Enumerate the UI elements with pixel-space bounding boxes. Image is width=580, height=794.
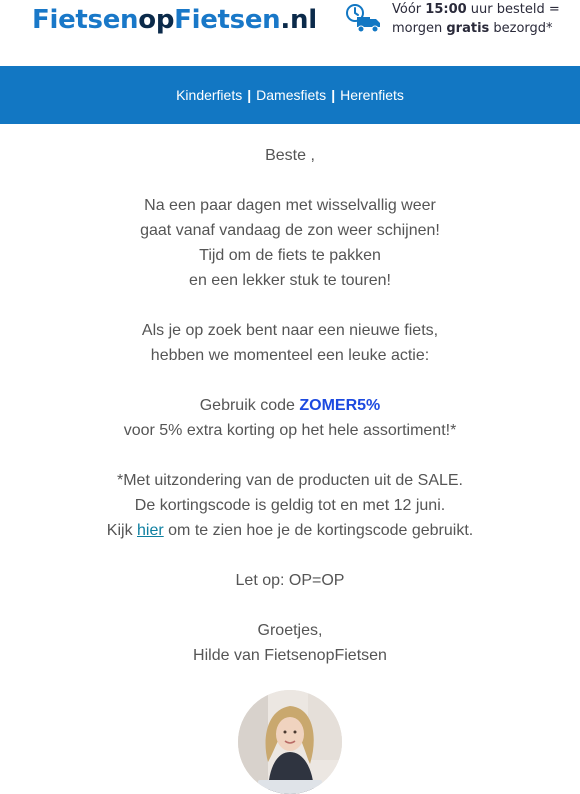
nav-separator: | <box>247 87 252 103</box>
logo-part-fietsen: Fietsen <box>32 5 139 35</box>
brand-logo[interactable] <box>32 5 317 35</box>
paragraph-line: Als je op zoek bent naar een nieuwe fiets, <box>141 322 439 339</box>
delivery-line-1: Vóór 15:00 uur besteld = <box>392 2 560 17</box>
delivery-line-2: morgen gratis bezorgd* <box>392 21 553 36</box>
note-line: *Met uitzondering van de producten uit de SALE. <box>117 472 463 489</box>
email-body <box>0 124 580 794</box>
nav-separator: | <box>331 87 336 103</box>
note-line: Kijk hier om te zien hoe je de kortingscode gebruikt. <box>106 522 474 539</box>
logo-part-nl: .nl <box>280 5 317 35</box>
delivery-truck-icon <box>346 4 382 34</box>
logo-part-op: op <box>138 5 175 35</box>
avatar-portrait-icon <box>238 690 342 794</box>
email-header <box>0 0 580 66</box>
info-link-hier[interactable]: hier <box>137 522 164 539</box>
paragraph-line: hebben we momenteel een leuke actie: <box>150 347 430 364</box>
paragraph-line: en een lekker stuk te touren! <box>189 272 391 289</box>
closing-text: Groetjes, <box>257 622 323 639</box>
note-line: De kortingscode is geldig tot en met 12 juni. <box>134 497 446 514</box>
delivery-promise <box>346 0 576 44</box>
signature: Hilde van FietsenopFietsen <box>193 647 387 664</box>
discount-code: ZOMER5% <box>299 397 381 414</box>
discount-description: voor 5% extra korting op het hele assortiment!* <box>123 422 457 439</box>
avatar <box>238 690 342 794</box>
delivery-text <box>392 0 560 38</box>
discount-code-line: Gebruik code ZOMER5% <box>199 397 381 414</box>
paragraph-line: gaat vanaf vandaag de zon weer schijnen! <box>140 222 440 239</box>
warning-text: Let op: OP=OP <box>235 572 345 589</box>
delivery-free: gratis <box>446 21 490 36</box>
paragraph-line: Na een paar dagen met wisselvallig weer <box>144 197 436 214</box>
nav-link-damesfiets[interactable]: Damesfiets <box>256 87 327 103</box>
greeting: Beste , <box>265 147 315 164</box>
paragraph-line: Tijd om de fiets te pakken <box>199 247 381 264</box>
category-nav <box>0 66 580 124</box>
logo-part-fietsen-2: Fietsen <box>174 5 281 35</box>
delivery-time: 15:00 <box>425 2 467 17</box>
nav-link-herenfiets[interactable]: Herenfiets <box>340 87 404 103</box>
nav-link-kinderfiets[interactable]: Kinderfiets <box>176 87 243 103</box>
